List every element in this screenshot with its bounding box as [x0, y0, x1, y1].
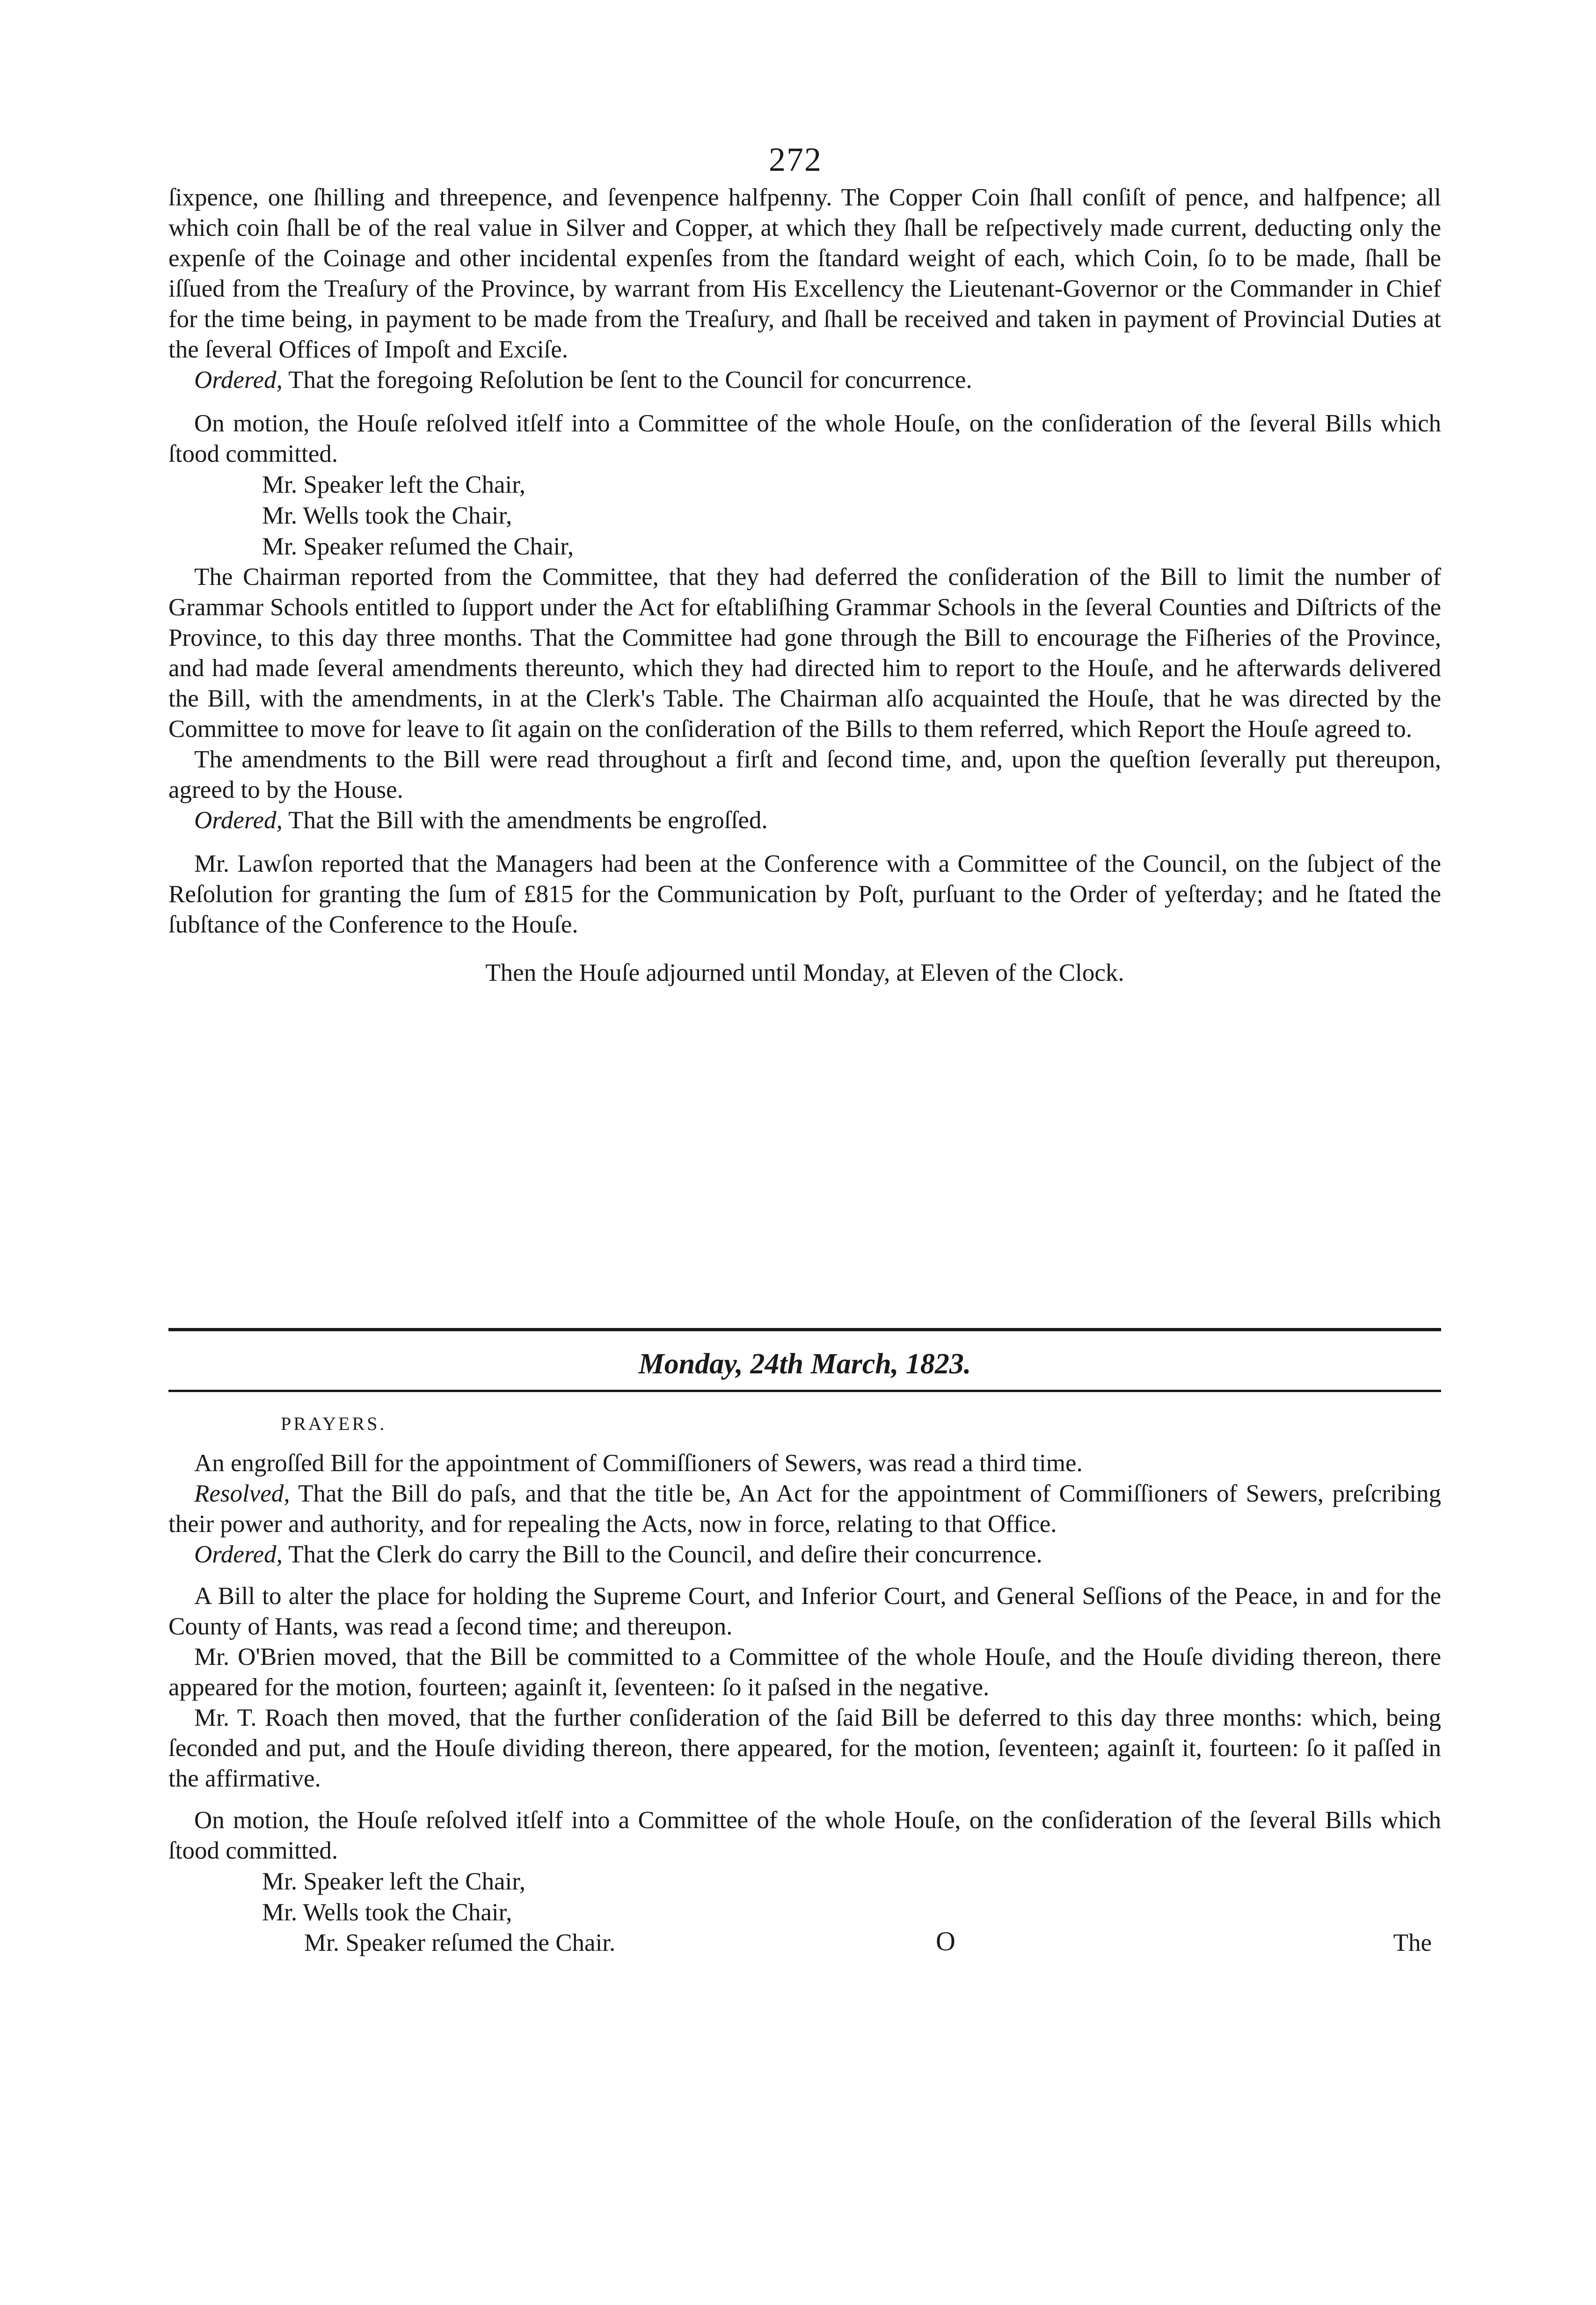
- catchword: The: [1393, 1929, 1432, 1956]
- page-number: 272: [769, 141, 822, 178]
- resolved-text: That the Bill do paſs, and that the title be, An Act for the appointment of Commiſſioners of Sewers, preſcribing their power and authority, and for repealing the Acts, now in force, relating to that Office.: [168, 1480, 1441, 1538]
- chair-sequence: [168, 469, 1441, 562]
- roach-motion: Mr. T. Roach then moved, that the further conſideration of the ſaid Bill be deferred to this day three months: which, being ſeconded and put, and the Houſe dividing thereon, there appeared, for the motion, ſeventeen; againſt it, fourteen: ſo it paſſed in the affirmative.: [168, 1704, 1441, 1792]
- ordered-label: Ordered,: [194, 366, 283, 394]
- chair-sequence-2: [168, 1866, 1441, 1928]
- date-underline: [168, 1390, 1441, 1392]
- chair-line: Mr. Wells took the Chair,: [262, 1899, 512, 1926]
- ordered-concurrence: [168, 365, 1441, 395]
- ordered-carry-bill: [168, 1539, 1441, 1570]
- obrien-motion: Mr. O'Brien moved, that the Bill be committed to a Committee of the whole Houſe, and the Houſe dividing thereon, there appeared for the motion, fourteen; againſt it, ſeventeen: ſo it paſsed in the negative.: [168, 1643, 1441, 1701]
- chairman-report: The Chairman reported from the Committee, that they had deferred the conſideration of the Bill to limit the number of Grammar Schools entitled to ſupport under the Act for eſtabliſhing Grammar Schools in the ſeveral Counties and Diſtricts of the Province, to this day three months. That the Committee had gone through the Bill to encourage the Fiſheries of the Province, and had made ſeveral amendments thereunto, which they had directed him to report to the Houſe, and he afterwards delivered the Bill, with the amendments, in at the Clerk's Table. The Chairman alſo acquainted the Houſe, that he was directed by the Committee to move for leave to ſit again on the conſideration of the Bills to them referred, which Report the Houſe agreed to.: [168, 563, 1441, 743]
- ordered-engrossed: [168, 805, 1441, 836]
- chair-line: Mr. Speaker left the Chair,: [262, 1868, 526, 1895]
- chair-line: Mr. Speaker reſumed the Chair.: [304, 1929, 616, 1956]
- lower-section: [168, 1408, 1441, 1959]
- resolved-paragraph: [168, 1479, 1441, 1539]
- adjournment: Then the Houſe adjourned until Monday, at Eleven of the Clock.: [485, 959, 1124, 986]
- prayers-heading: PRAYERS.: [281, 1413, 387, 1434]
- signature-mark: O: [936, 1926, 955, 1956]
- ordered-label: Ordered,: [194, 807, 283, 834]
- resolution-paragraph: ſixpence, one ſhilling and threepence, and ſevenpence halfpenny. The Copper Coin ſhall conſiſt of pence, and halfpence; all which coin ſhall be of the real value in Silver and Copper, at which they ſhall be reſpectively made current, deducting only the expenſe of the Coinage and other incidental expenſes from the ſtandard weight of each, which Coin, ſo to be made, ſhall be iſſued from the Treaſury of the Province, by warrant from His Excellency the Lieutenant-Governor or the Commander in Chief for the time being, in payment to be made from the Treaſury, and ſhall be received and taken in payment of Provincial Duties at the ſeveral Offices of Impoſt and Exciſe.: [168, 184, 1441, 363]
- ordered-text: That the Bill with the amendments be engroſſed.: [282, 807, 768, 834]
- committee-motion-2: On motion, the Houſe reſolved itſelf into a Committee of the whole Houſe, on the conſideration of the ſeveral Bills which ſtood committed.: [168, 1807, 1441, 1864]
- upper-section: [168, 182, 1441, 988]
- section-divider: [168, 1328, 1441, 1331]
- lawson-report: Mr. Lawſon reported that the Managers had been at the Conference with a Committee of the Council, on the ſubject of the Reſolution for granting the ſum of £815 for the Communication by Poſt, purſuant to the Order of yeſterday; and he ſtated the ſubſtance of the Conference to the Houſe.: [168, 850, 1441, 938]
- resolved-label: Resolved,: [194, 1480, 290, 1507]
- date-heading: Monday, 24th March, 1823.: [638, 1348, 971, 1380]
- chair-line: Mr. Speaker reſumed the Chair,: [262, 533, 574, 560]
- hants-bill: A Bill to alter the place for holding the Supreme Court, and Inferior Court, and General Seſſions of the Peace, in and for the County of Hants, was read a ſecond time; and thereupon.: [168, 1583, 1441, 1640]
- committee-motion: On motion, the Houſe reſolved itſelf into a Committee of the whole Houſe, on the conſideration of the ſeveral Bills which ſtood committed.: [168, 410, 1441, 467]
- chair-line: Mr. Wells took the Chair,: [262, 502, 512, 529]
- ordered-label: Ordered,: [194, 1541, 283, 1568]
- amendments-paragraph: The amendments to the Bill were read throughout a firſt and ſecond time, and, upon the queſtion ſeverally put thereupon, agreed to by the House.: [168, 746, 1441, 803]
- ordered-text: That the foregoing Reſolution be ſent to the Council for concurrence.: [282, 366, 972, 394]
- footer-row: [168, 1928, 1441, 1959]
- ordered-text: That the Clerk do carry the Bill to the Council, and deſire their concurrence.: [282, 1541, 1042, 1568]
- engrossed-bill: An engroſſed Bill for the appointment of Commiſſioners of Sewers, was read a third time.: [194, 1450, 1083, 1477]
- chair-line: Mr. Speaker left the Chair,: [262, 471, 526, 498]
